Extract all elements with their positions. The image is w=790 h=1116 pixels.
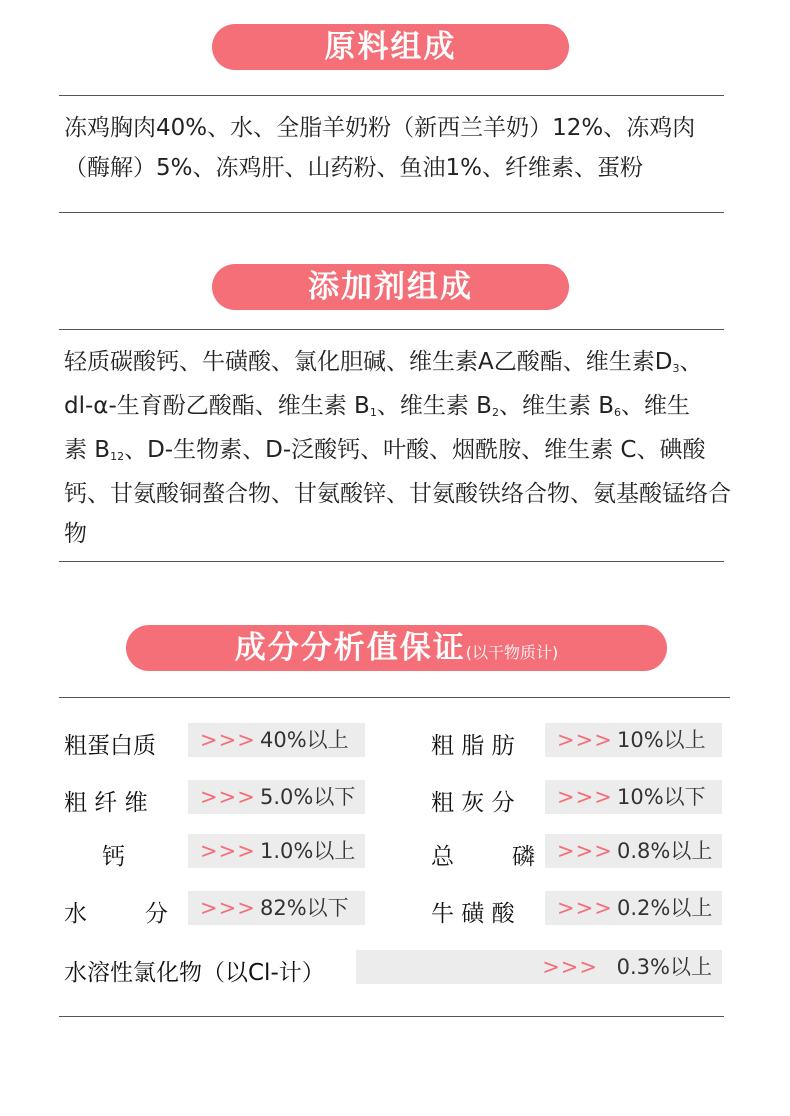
additives-title-text: 添加剂组成 xyxy=(308,269,473,305)
raw-materials-title-text: 原料组成 xyxy=(324,29,457,65)
raw-materials-text: 冻鸡胸肉40%、水、全脂羊奶粉（新西兰羊奶）12%、冻鸡肉（酶解）5%、冻鸡肝、山药粉、鱼油1%、纤维素、蛋粉 xyxy=(64,115,696,181)
label-total-phosphorus: 总 磷 xyxy=(431,844,539,870)
arrow-indicator: >>> xyxy=(557,728,613,752)
label-crude-fat: 粗 脂 肪 xyxy=(431,733,515,759)
divider xyxy=(59,95,724,96)
arrow-indicator: >>> xyxy=(200,785,256,809)
additives-line-1: 轻质碳酸钙、牛磺酸、氯化胆碱、维生素A乙酸酯、维生素$D_3$、 xyxy=(64,349,703,375)
label-crude-fiber: 粗 纤 维 xyxy=(64,790,148,816)
value-crude-ash: >>> 10%以下 xyxy=(545,780,722,814)
analysis-title xyxy=(126,625,667,671)
value-moisture: >>> 82%以下 xyxy=(188,891,365,925)
additives-line-3: 素 $B_{12}$、D-生物素、D-泛酸钙、叶酸、烟酰胺、维生素 C、碘酸 xyxy=(64,437,706,463)
label-calcium: 钙 xyxy=(102,844,125,870)
arrow-indicator: >>> xyxy=(200,839,256,863)
value-water-soluble-chloride: >>> 0.3%以上 xyxy=(356,950,722,984)
arrow-indicator: >>> xyxy=(557,785,613,809)
divider xyxy=(59,697,730,698)
value-total-phosphorus: >>> 0.8%以上 xyxy=(545,834,722,868)
raw-materials-title xyxy=(212,24,569,70)
value-taurine: >>> 0.2%以上 xyxy=(545,891,722,925)
value-calcium: >>> 1.0%以上 xyxy=(188,834,365,868)
additives-line-5: 物 xyxy=(64,521,87,547)
additives-text xyxy=(64,342,734,554)
analysis-subtitle: (以干物质计) xyxy=(465,643,559,662)
label-taurine: 牛 磺 酸 xyxy=(431,901,515,927)
arrow-indicator: >>> xyxy=(557,896,613,920)
divider xyxy=(59,561,724,562)
analysis-title-text: 成分分析值保证 xyxy=(234,630,466,666)
divider xyxy=(59,329,724,330)
arrow-indicator: >>> xyxy=(542,955,598,979)
divider xyxy=(59,1016,724,1017)
additives-line-2: dl-α-生育酚乙酸酯、维生素 $B_1$、维生素 $B_2$、维生素 $B_6$、维生 xyxy=(64,393,691,419)
label-water-soluble-chloride: 水溶性氯化物（以Cl-计） xyxy=(64,960,325,986)
divider xyxy=(59,212,724,213)
label-moisture: 水 分 xyxy=(64,901,172,927)
value-crude-protein: >>> 40%以上 xyxy=(188,723,365,757)
additives-title xyxy=(212,264,569,310)
arrow-indicator: >>> xyxy=(200,728,256,752)
arrow-indicator: >>> xyxy=(200,896,256,920)
label-crude-protein: 粗蛋白质 xyxy=(64,733,156,759)
value-crude-fat: >>> 10%以上 xyxy=(545,723,722,757)
value-crude-fiber: >>> 5.0%以下 xyxy=(188,780,365,814)
label-crude-ash: 粗 灰 分 xyxy=(431,790,515,816)
arrow-indicator: >>> xyxy=(557,839,613,863)
additives-line-4: 钙、甘氨酸铜螯合物、甘氨酸锌、甘氨酸铁络合物、氨基酸锰络合 xyxy=(64,481,731,507)
